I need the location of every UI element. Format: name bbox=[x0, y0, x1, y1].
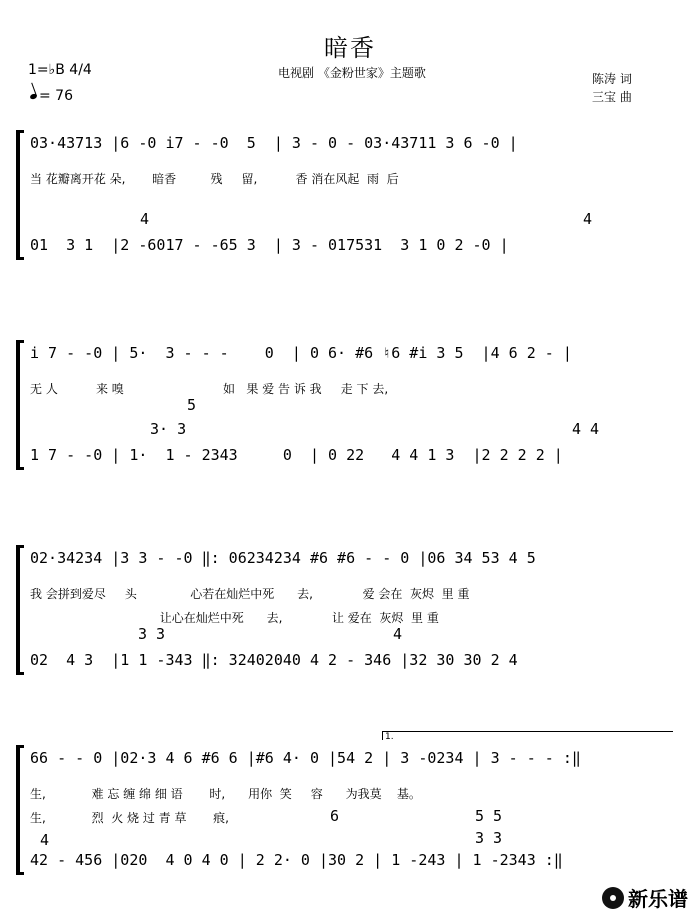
score-system-4 bbox=[0, 732, 700, 885]
chord-above: 4 bbox=[40, 831, 50, 849]
lyric-line-2: 让心在灿烂中死 去, 让 爱在 灰烬 里 重 bbox=[30, 611, 439, 625]
chord-above: 4 4 bbox=[572, 420, 600, 438]
site-logo[interactable] bbox=[602, 883, 688, 912]
system-brace bbox=[16, 130, 20, 260]
harmony-line: 01 3 1 |2 -6017 - -65 3 | 3 - 017531 3 1 0 2 -0 | bbox=[30, 236, 509, 254]
composer-credit: 三宝 曲 bbox=[592, 90, 632, 104]
song-title: 暗香 bbox=[324, 34, 376, 62]
lyric-line: 生, 难 忘 缠 绵 细 语 时, 用你 笑 容 为我莫 基。 bbox=[30, 787, 421, 801]
chord-above: 5 5 bbox=[475, 807, 503, 825]
chord-above: 4 bbox=[583, 210, 593, 228]
chord-above: 4 bbox=[140, 210, 150, 228]
system-brace bbox=[16, 340, 20, 470]
system-brace bbox=[16, 545, 20, 675]
harmony-line: 02 4 3 |1 1 -343 ‖: 32402040 4 2 - 346 |32 30 30 2 4 bbox=[30, 651, 518, 669]
score-system-3 bbox=[0, 535, 700, 685]
chord-above: 4 bbox=[393, 625, 403, 643]
lyric-line: 当 花瓣离开花 朵, 暗香 残 留, 香 消在风起 雨 后 bbox=[30, 172, 399, 186]
subtitle: 电视剧 《金粉世家》主题歌 bbox=[278, 66, 426, 80]
system-brace bbox=[16, 745, 20, 875]
melody-line: 02·34234 |3 3 - -0 ‖: 06234234 #6 #6 - - 0 |06 34 53 4 5 bbox=[30, 549, 536, 567]
lyric-line: 我 会拼到爱尽 头 心若在灿烂中死 去, 爱 会在 灰烬 里 重 bbox=[30, 587, 470, 601]
tempo-value: = 76 bbox=[39, 88, 73, 104]
melody-line: i 7 - -0 | 5· 3 - - - 0 | 0 6· #6 ♮6 #i 3 5 |4 6 2 - | bbox=[30, 344, 572, 362]
melody-line: 03·43713 |6 -0 i7 - -0 5 | 3 - 0 - 03·43711 3 6 -0 | bbox=[30, 134, 518, 152]
record-disc-icon bbox=[602, 887, 624, 909]
chord-above: 5 bbox=[187, 396, 197, 414]
lyric-line: 无 人 来 嗅 如 果 爱 告 诉 我 走 下 去, bbox=[30, 382, 389, 396]
tempo-marking bbox=[30, 88, 73, 104]
chord-above: 3· 3 bbox=[150, 420, 187, 438]
score-system-1 bbox=[0, 120, 700, 270]
score-system-2 bbox=[0, 330, 700, 480]
volta-bracket: 1. bbox=[382, 731, 673, 740]
lyric-line-2: 生, 烈 火 烧 过 青 草 痕, bbox=[30, 811, 229, 825]
melody-line: 66 - - 0 |02·3 4 6 #6 6 |#6 4· 0 |54 2 | 3 -0234 | 3 - - - :‖ bbox=[30, 749, 581, 767]
lyricist-credit: 陈涛 词 bbox=[592, 72, 632, 86]
quarter-note-icon bbox=[29, 92, 37, 99]
harmony-line: 1 7 - -0 | 1· 1 - 2343 0 | 0 22 4 4 1 3 |2 2 2 2 | bbox=[30, 446, 563, 464]
harmony-line: 42 - 456 |020 4 0 4 0 | 2 2· 0 |30 2 | 1 -243 | 1 -2343 :‖ bbox=[30, 851, 563, 869]
logo-text: 新乐谱 bbox=[628, 887, 688, 911]
chord-above: 3 3 bbox=[475, 829, 503, 847]
chord-above: 6 bbox=[330, 807, 340, 825]
key-signature: 1=♭B 4/4 bbox=[28, 62, 92, 78]
chord-above: 3 3 bbox=[138, 625, 166, 643]
